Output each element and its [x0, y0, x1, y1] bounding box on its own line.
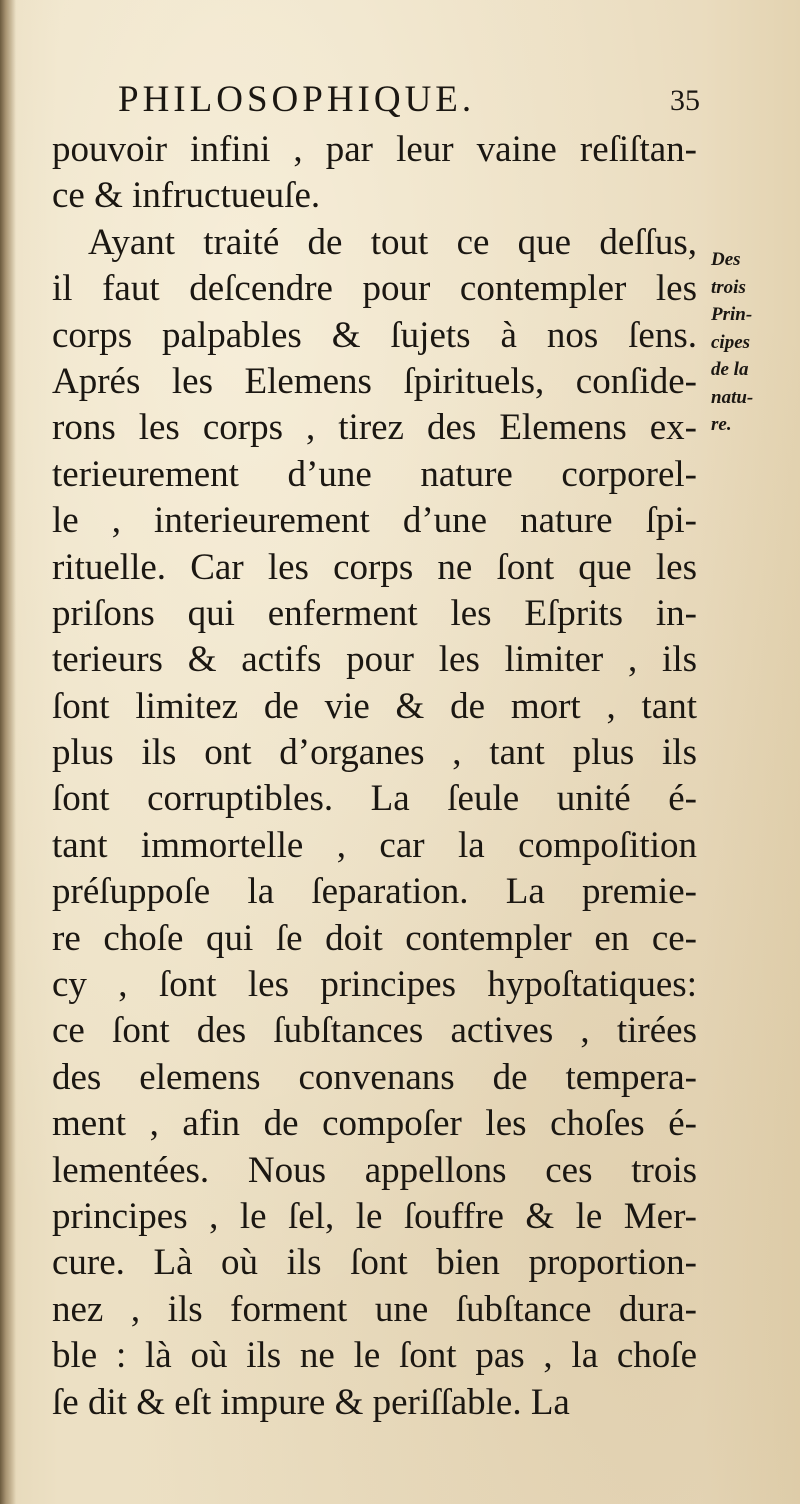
marginal-note-line: Prin-: [711, 304, 753, 325]
marginal-note: [703, 246, 798, 439]
text-line: cy , ſont les principes hypoſtatiques:: [52, 964, 697, 1006]
text-line: préſuppoſe la ſeparation. La premie-: [52, 871, 697, 913]
text-line: ment , afin de compoſer les choſes é-: [52, 1103, 697, 1145]
body-text: [52, 127, 697, 1426]
text-line: priſons qui enferment les Eſprits in-: [52, 592, 697, 634]
text-line: ble : là où ils ne le ſont pas , la choſe: [52, 1335, 697, 1377]
text-line: ſont limitez de vie & de mort , tant: [52, 685, 697, 727]
text-line: pouvoir infini , par leur vaine reſiſtan-: [52, 129, 697, 170]
marginal-note-line: natu-: [711, 386, 754, 408]
text-line: rons les corps , tirez des Elemens ex-: [52, 407, 697, 449]
text-line: corps palpables & ſujets à nos ſens.: [52, 314, 697, 356]
text-line: cure. Là où ils ſont bien proportion-: [52, 1242, 697, 1284]
page-gutter-shadow: [0, 0, 16, 1504]
running-head: PHILOSOPHIQUE.: [118, 79, 476, 120]
text-line: Aprés les Elemens ſpirituels, conſide-: [52, 360, 697, 402]
text-line: rituelle. Car les corps ne ſont que les: [52, 546, 697, 588]
text-line: il faut deſcendre pour contempler les: [52, 268, 697, 310]
marginal-note-line: cipes: [711, 331, 751, 353]
page-header: [118, 78, 700, 128]
text-line: terieurement d’une nature corporel-: [52, 453, 697, 495]
marginal-note-line: de la: [711, 359, 749, 380]
text-line: le , interieurement d’une nature ſpi-: [52, 500, 697, 542]
marginal-note-line: Des: [711, 249, 741, 270]
text-line: nez , ils forment une ſubſtance dura-: [52, 1288, 697, 1330]
text-line: tant immortelle , car la compoſition: [52, 824, 697, 866]
text-line: ce & infructueuſe.: [52, 175, 321, 217]
text-line: des elemens convenans de tempera-: [52, 1056, 697, 1098]
text-line: Ayant traité de tout ce que deſſus,: [88, 221, 697, 263]
text-line: ce ſont des ſubſtances actives , tirées: [52, 1010, 697, 1052]
text-line: plus ils ont d’organes , tant plus ils: [52, 732, 697, 774]
text-line: re choſe qui ſe doit contempler en ce-: [52, 917, 697, 959]
text-line: ſe dit & eſt impure & periſſable. La: [52, 1381, 570, 1423]
text-line: terieurs & actifs pour les limiter , ils: [52, 639, 697, 681]
marginal-note-line: trois: [711, 276, 746, 298]
text-line: principes , le ſel, le ſouffre & le Mer-: [52, 1195, 697, 1237]
page-number: 35: [670, 84, 700, 117]
marginal-note-line: re.: [711, 414, 732, 435]
text-line: lementées. Nous appellons ces trois: [52, 1149, 697, 1191]
text-line: ſont corruptibles. La ſeule unité é-: [52, 778, 697, 820]
